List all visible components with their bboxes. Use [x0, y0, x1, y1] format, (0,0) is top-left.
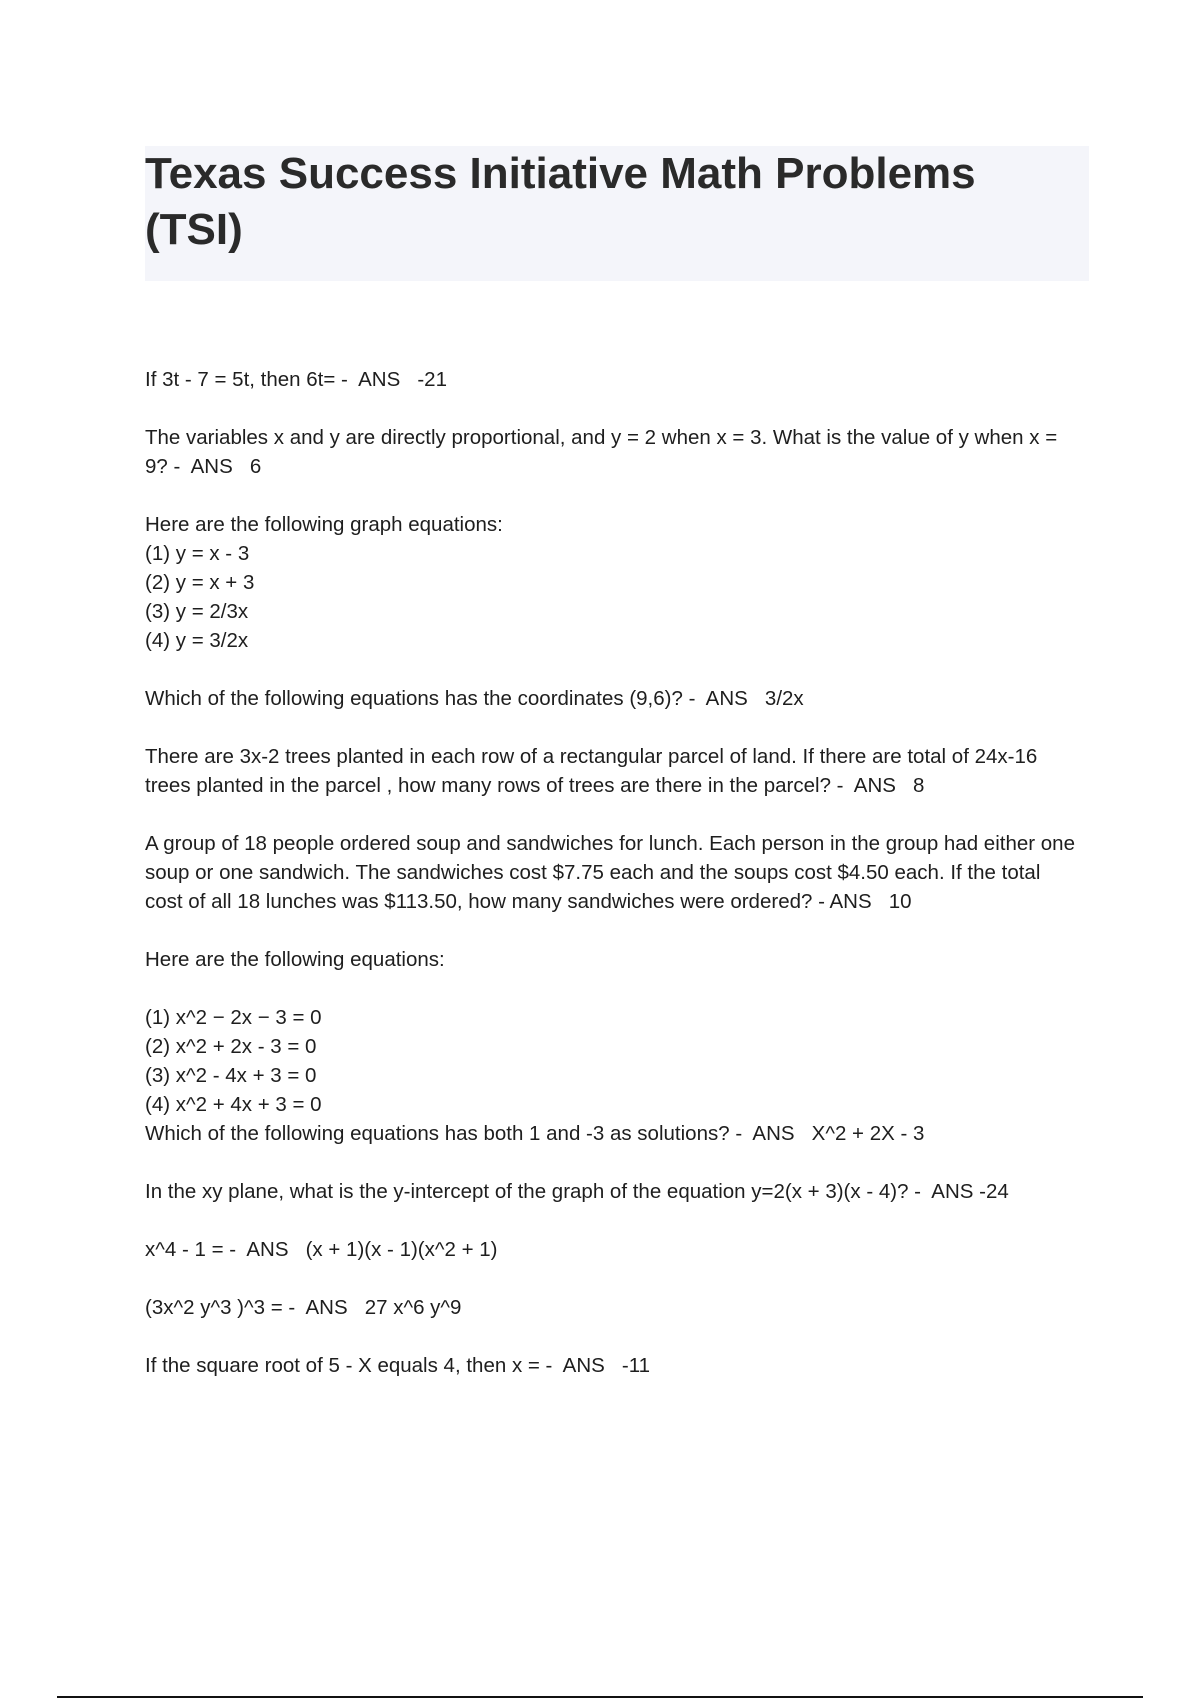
- answer-text: 8: [913, 774, 925, 797]
- answer-text: X^2 + 2X - 3: [811, 1122, 925, 1145]
- qa-item-3: [145, 510, 1075, 713]
- footer-divider: [57, 1696, 1143, 1698]
- option-text: (3) y = 2/3x: [145, 600, 249, 623]
- option-text: (1) y = x - 3: [145, 542, 250, 565]
- spacer: [145, 974, 1075, 1003]
- qa-item-5: [145, 829, 1081, 916]
- option-text: (4) y = 3/2x: [145, 629, 249, 652]
- question-text: If the square root of 5 - X equals 4, then x = - ANS -11: [145, 1354, 651, 1377]
- question-text: There are 3x-2 trees planted in each row of a rectangular parcel of land. If there are total of 24x-16 trees planted in the parcel , how many rows of trees are there in the parcel? - ANS 8: [145, 745, 1043, 797]
- qa-item-6: [145, 945, 1075, 1148]
- answer-text: 6: [249, 455, 262, 478]
- qa-list: [145, 365, 1081, 1409]
- spacer: [145, 655, 1075, 684]
- ans-label: ANS: [931, 1180, 974, 1203]
- ans-label: ANS: [305, 1296, 348, 1319]
- answer-text: -11: [621, 1354, 651, 1377]
- ans-label: ANS: [752, 1122, 795, 1145]
- ans-label: ANS: [358, 368, 401, 391]
- option-text: (2) y = x + 3: [145, 571, 255, 594]
- question-text: The variables x and y are directly proportional, and y = 2 when x = 3. What is the value of y when x = 9? - ANS 6: [145, 426, 1063, 478]
- qa-item-1: [145, 365, 1075, 394]
- ans-label: ANS: [190, 455, 233, 478]
- answer-text: 10: [888, 890, 912, 913]
- answer-text: -24: [979, 1180, 1009, 1203]
- question-text: Which of the following equations has the coordinates (9,6)? - ANS 3/2x: [145, 687, 804, 710]
- question-text: (3x^2 y^3 )^3 = - ANS 27 x^6 y^9: [145, 1296, 462, 1319]
- option-text: (2) x^2 + 2x - 3 = 0: [145, 1035, 317, 1058]
- question-text: Which of the following equations has both 1 and -3 as solutions? - ANS X^2 + 2X - 3: [145, 1122, 925, 1145]
- question-text: A group of 18 people ordered soup and sandwiches for lunch. Each person in the group had either one soup or one sandwich. The sandwiches cost $7.75 each and the soups cost $4.50 each. If the total cost of all 18 lunches was $113.50, how many sandwiches were ordered? - ANS 10: [145, 832, 1081, 913]
- question-text: If 3t - 7 = 5t, then 6t= - ANS -21: [145, 368, 447, 391]
- ans-label: ANS: [705, 687, 748, 710]
- ans-label: ANS: [562, 1354, 605, 1377]
- question-text: In the xy plane, what is the y-intercept of the graph of the equation y=2(x + 3)(x - 4)? - ANS -24: [145, 1180, 1009, 1203]
- option-text: (3) x^2 - 4x + 3 = 0: [145, 1064, 317, 1087]
- qa-item-8: [145, 1235, 1075, 1264]
- qa-item-4: [145, 742, 1075, 800]
- question-text: x^4 - 1 = - ANS (x + 1)(x - 1)(x^2 + 1): [145, 1238, 498, 1261]
- qa-item-10: [145, 1351, 1075, 1380]
- answer-text: (x + 1)(x - 1)(x^2 + 1): [305, 1238, 498, 1261]
- qa-item-9: [145, 1293, 1075, 1322]
- answer-text: 27 x^6 y^9: [364, 1296, 462, 1319]
- ans-label: ANS: [829, 890, 872, 913]
- qa-item-2: [145, 423, 1075, 481]
- ans-label: ANS: [853, 774, 896, 797]
- answer-text: -21: [417, 368, 447, 391]
- intro-text: Here are the following equations:: [145, 948, 445, 971]
- answer-text: 3/2x: [764, 687, 804, 710]
- option-text: (1) x^2 − 2x − 3 = 0: [145, 1006, 322, 1029]
- intro-text: Here are the following graph equations:: [145, 513, 503, 536]
- ans-label: ANS: [246, 1238, 289, 1261]
- qa-item-7: [145, 1177, 1075, 1206]
- page-title: Texas Success Initiative Math Problems (TSI): [145, 149, 976, 254]
- option-text: (4) x^2 + 4x + 3 = 0: [145, 1093, 322, 1116]
